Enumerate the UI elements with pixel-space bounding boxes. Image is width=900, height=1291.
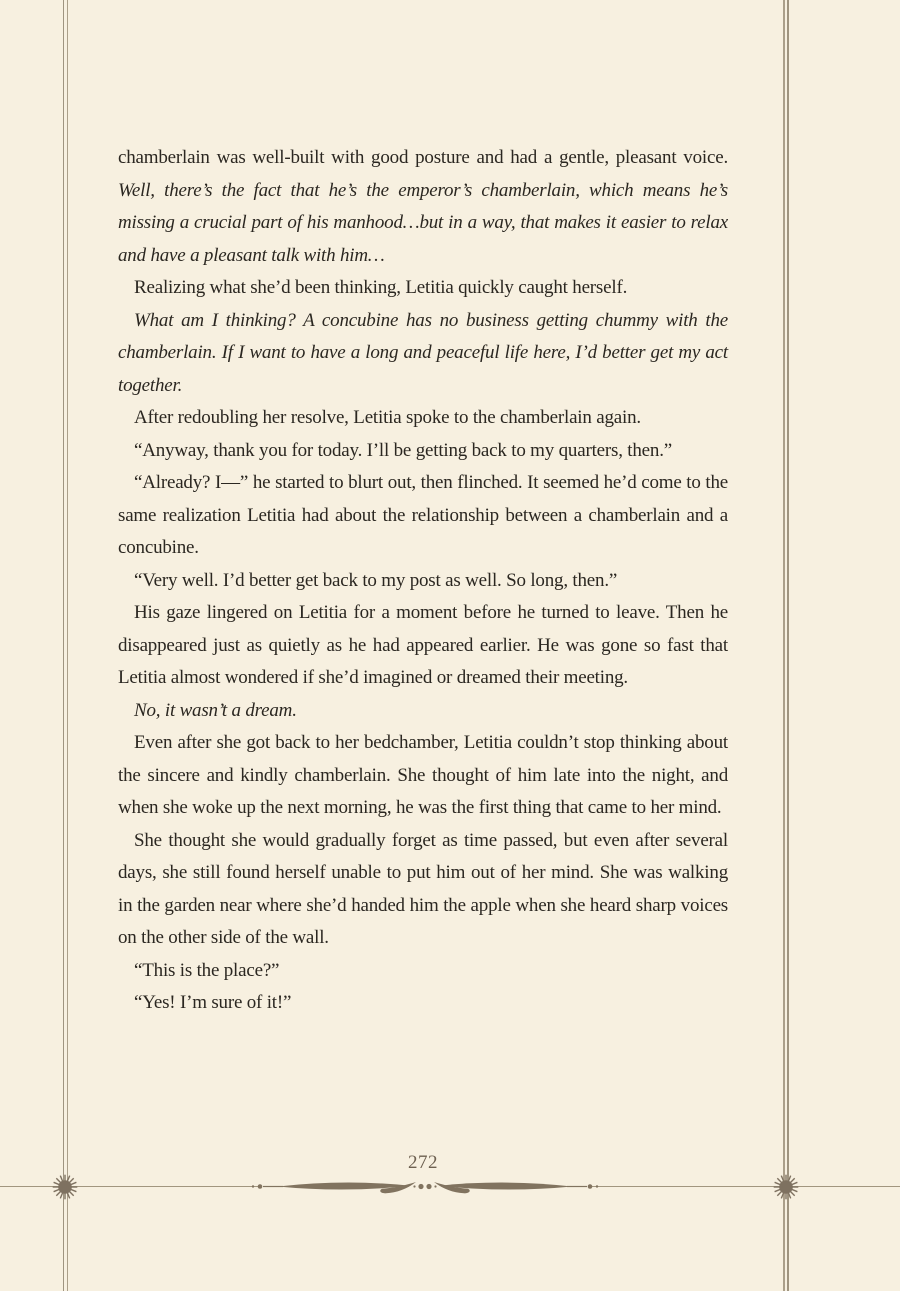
page-number: 272 (408, 1152, 438, 1173)
paragraph (118, 402, 728, 435)
paragraph (118, 825, 728, 955)
footer-rule-right (592, 1186, 900, 1188)
footer-rule-left (0, 1186, 258, 1188)
text-run: “Very well. I’d better get back to my post as well. So long, then.” (134, 569, 618, 591)
right-border-outer-line (787, 0, 789, 1291)
right-border-inner-line (783, 0, 784, 1291)
text-run: “This is the place?” (134, 959, 280, 981)
paragraph (118, 305, 728, 403)
paragraph (118, 435, 728, 468)
text-run: chamberlain was well-built with good posture and had a gentle, pleasant voice. (118, 147, 728, 168)
text-run: “Yes! I’m sure of it!” (134, 992, 292, 1013)
italic-text-run: No, it wasn’t a dream. (134, 699, 297, 721)
text-run: His gaze lingered on Letitia for a moment before he turned to leave. Then he disappeared just as quietly as he had appeared earlier. He was gone so fast that Letitia almost wondered if she’d imagined or dreamed their meeting. (118, 602, 728, 688)
italic-text-run: What am I thinking? A concubine has no business getting chummy with the chamberlain. If I want to have a long and peaceful life here, I’d better get my act together. (118, 309, 728, 396)
paragraph (118, 565, 728, 598)
paragraph (118, 272, 728, 305)
paragraph (118, 142, 728, 272)
page-text (118, 142, 728, 1020)
text-run: After redoubling her resolve, Letitia spoke to the chamberlain again. (134, 407, 641, 428)
paragraph (118, 727, 728, 825)
italic-text-run: Well, there’s the fact that he’s the emperor’s chamberlain, which means he’s missing a crucial part of his manhood…but in a way, that makes it easier to relax and have a pleasant talk with him… (118, 179, 728, 266)
starburst-icon (51, 1173, 79, 1201)
paragraph (118, 467, 728, 565)
text-run: “Anyway, thank you for today. I’ll be getting back to my quarters, then.” (134, 439, 672, 461)
paragraph (118, 695, 728, 728)
starburst-icon (772, 1173, 800, 1201)
paragraph (118, 597, 728, 695)
text-run: Even after she got back to her bedchamber, Letitia couldn’t stop thinking about the sincere and kindly chamberlain. She thought of him late into the night, and when she woke up the next morning, he was the first thing that came to her mind. (118, 732, 728, 818)
left-border-outer-line (63, 0, 65, 1291)
paragraph (118, 987, 728, 1020)
footer-flourish-ornament (250, 1171, 600, 1202)
text-run: She thought she would gradually forget as time passed, but even after several days, she still found herself unable to put him out of her mind. She was walking in the garden near where she’d handed him the apple when she heard sharp voices on the other side of the wall. (118, 829, 728, 948)
paragraph (118, 955, 728, 988)
left-border-inner-line (67, 0, 68, 1291)
text-run: Realizing what she’d been thinking, Letitia quickly caught herself. (134, 277, 628, 298)
text-run: “Already? I—” he started to blurt out, then flinched. It seemed he’d come to the same realization Letitia had about the relationship between a chamberlain and a concubine. (118, 472, 728, 558)
